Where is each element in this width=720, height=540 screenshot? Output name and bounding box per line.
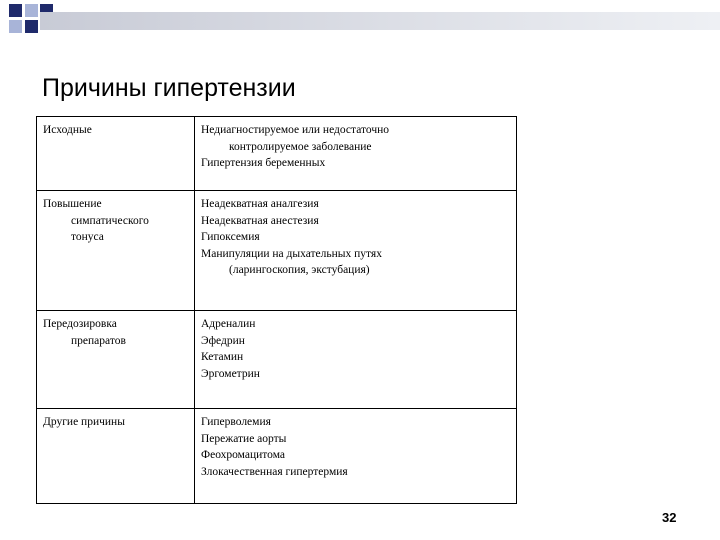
cause-line: тонуса xyxy=(71,231,104,243)
detail-line: Гипоксемия xyxy=(201,231,260,243)
cause-cell xyxy=(37,311,195,409)
detail-line: Пережатие аорты xyxy=(201,432,287,445)
deco-square-navy-2 xyxy=(25,20,38,33)
cause-line: симпатического xyxy=(71,214,149,227)
cause-line: Передозировка xyxy=(43,318,117,330)
detail-line: Гипертензия беременных xyxy=(201,157,326,169)
cause-line: препаратов xyxy=(71,334,126,347)
details-cell xyxy=(195,191,517,311)
cause-line: Повышение xyxy=(43,198,102,210)
deco-square-navy-1 xyxy=(9,4,22,17)
detail-line: Неадекватная аналгезия xyxy=(201,198,319,210)
detail-line: Неадекватная анестезия xyxy=(201,214,319,227)
cause-cell xyxy=(37,409,195,504)
table-row xyxy=(37,117,517,191)
details-cell xyxy=(195,117,517,191)
slide-title: Причины гипертензии xyxy=(42,74,296,102)
deco-square-navy-3 xyxy=(40,4,53,12)
details-cell xyxy=(195,409,517,504)
detail-line: Адреналин xyxy=(201,318,256,330)
detail-line: контролируемое заболевание xyxy=(229,140,372,153)
table-row xyxy=(37,311,517,409)
header-decoration xyxy=(0,0,720,60)
deco-square-light-1 xyxy=(25,4,38,17)
deco-square-light-2 xyxy=(9,20,22,33)
detail-line: Эфедрин xyxy=(201,334,245,347)
causes-table xyxy=(36,116,517,504)
detail-line: Кетамин xyxy=(201,351,244,363)
detail-line: Феохромацитома xyxy=(201,449,286,461)
table-row xyxy=(37,409,517,504)
details-cell xyxy=(195,311,517,409)
cause-cell xyxy=(37,117,195,191)
cause-line: Исходные xyxy=(43,124,92,136)
detail-line: Злокачественная гипертермия xyxy=(201,465,348,478)
cause-line: Другие причины xyxy=(43,416,125,428)
detail-line: (ларингоскопия, экстубация) xyxy=(229,264,370,276)
header-gray-band xyxy=(40,12,720,30)
detail-line: Эргометрин xyxy=(201,367,260,380)
detail-line: Манипуляции на дыхательных путях xyxy=(201,247,382,260)
table-row xyxy=(37,191,517,311)
detail-line: Недиагностируемое или недостаточно xyxy=(201,124,390,136)
detail-line: Гиперволемия xyxy=(201,416,271,428)
page-number: 32 xyxy=(662,510,677,525)
cause-cell xyxy=(37,191,195,311)
